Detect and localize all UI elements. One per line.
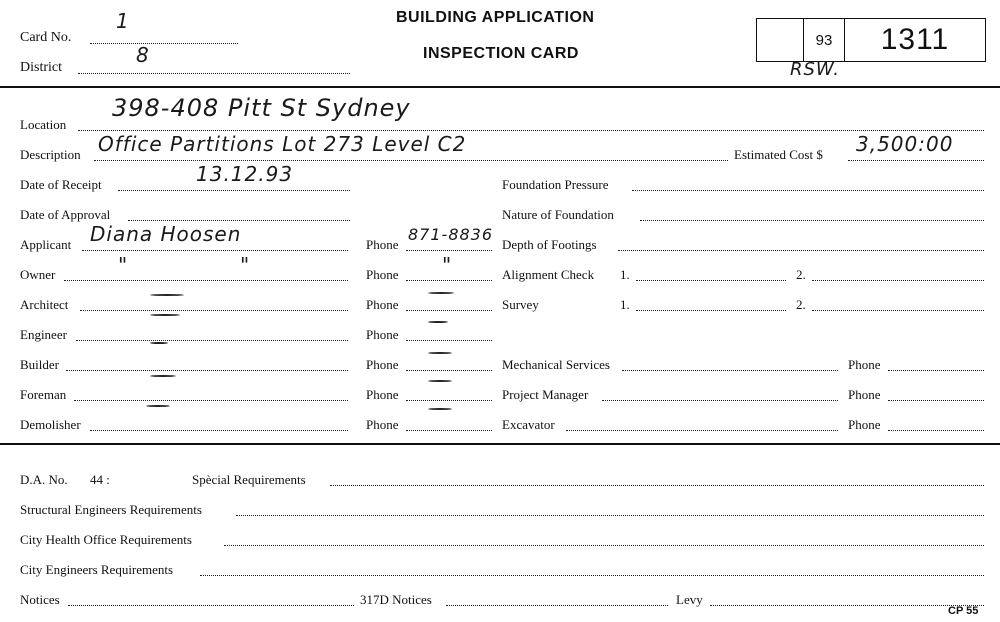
demolisher-phone-label: Phone [366,417,399,432]
survey-item-2-label: 2. [796,297,806,312]
box-year: 93 [815,32,833,49]
owner-ditto-1: " [118,253,129,277]
mechanical-services-line [622,370,838,371]
date-of-receipt-value: 13.12.93 [196,162,294,186]
description-value: Office Partitions Lot 273 Level C2 [98,132,467,156]
notices-317d-label: 317D Notices [360,592,432,607]
date-of-receipt-label: Date of Receipt [20,177,102,192]
special-requirements-label: Spècial Requirements [192,472,306,487]
engineer-phone-label: Phone [366,327,399,342]
structural-engineers-line [236,515,984,516]
notices-line [68,605,354,606]
card-no-label: Card No. [20,30,72,45]
survey-item-1-label: 1. [620,297,630,312]
alignment-check-item-2-label: 2. [796,267,806,282]
excavator-label: Excavator [502,417,555,432]
engineer-line [76,340,348,341]
city-health-line [224,545,984,546]
builder-phone-line [406,370,492,371]
builder-label: Builder [20,357,59,372]
architect-phone-line [406,310,492,311]
location-label: Location [20,117,67,132]
depth-of-footings-line [618,250,984,251]
engineer-dash [150,314,180,316]
alignment-check-item-1-label: 1. [620,267,630,282]
estimated-cost-value: 3,500:00 [856,132,954,156]
architect-phone-dash [428,292,454,294]
estimated-cost-line [848,160,984,161]
survey-label: Survey [502,297,539,312]
owner-ditto-2: " [240,253,251,277]
nature-of-foundation-label: Nature of Foundation [502,207,614,222]
district-label: District [20,60,62,75]
district-line [78,73,350,74]
builder-dash [150,342,168,344]
estimated-cost-label: Estimated Cost $ [734,147,823,162]
foundation-pressure-line [632,190,984,191]
mechanical-services-phone-label: Phone [848,357,881,372]
owner-phone-value: " [442,253,453,277]
date-of-approval-label: Date of Approval [20,207,111,222]
applicant-line [82,250,348,251]
card-title-line1: BUILDING APPLICATION [396,9,595,26]
owner-line [64,280,348,281]
foreman-dash [150,375,176,377]
applicant-phone-line [406,250,492,251]
owner-phone-line [406,280,492,281]
top-rule [0,86,1000,88]
card-title-line2: INSPECTION CARD [423,45,579,62]
form-code: CP 55 [948,605,979,617]
box-blank-cell [757,19,804,61]
nature-of-foundation-line [640,220,984,221]
city-engineers-line [200,575,984,576]
survey-item-1-line [636,310,786,311]
excavator-phone-line [888,430,984,431]
location-value: 398-408 Pitt St Sydney [112,94,411,122]
middle-rule [0,443,1000,445]
foreman-line [74,400,348,401]
levy-line [710,605,984,606]
applicant-label: Applicant [20,237,72,252]
owner-phone-label: Phone [366,267,399,282]
demolisher-line [90,430,348,431]
date-of-approval-line [128,220,350,221]
date-of-receipt-line [118,190,350,191]
project-manager-phone-label: Phone [848,387,881,402]
application-number-box [756,18,986,62]
builder-phone-dash [428,352,452,354]
architect-line [80,310,348,311]
da-no-label: D.A. No. [20,472,68,487]
foreman-phone-label: Phone [366,387,399,402]
foreman-phone-line [406,400,492,401]
engineer-phone-dash [428,321,448,323]
card-no-line [90,43,238,44]
description-line [94,160,728,161]
demolisher-label: Demolisher [20,417,81,432]
architect-phone-label: Phone [366,297,399,312]
project-manager-label: Project Manager [502,387,589,402]
engineer-phone-line [406,340,492,341]
mechanical-services-label: Mechanical Services [502,357,610,372]
district-value: 8 [136,43,150,67]
notices-label: Notices [20,592,60,607]
survey-item-2-line [812,310,984,311]
architect-dash [150,294,184,296]
structural-engineers-label: Structural Engineers Requirements [20,502,202,517]
box-number: 1311 [880,23,950,56]
mechanical-services-phone-line [888,370,984,371]
city-engineers-label: City Engineers Requirements [20,562,174,577]
initials: RSW. [790,59,840,80]
alignment-check-label: Alignment Check [502,267,595,282]
depth-of-footings-label: Depth of Footings [502,237,597,252]
applicant-value: Diana Hoosen [90,222,242,246]
foundation-pressure-label: Foundation Pressure [502,177,609,192]
applicant-phone-label: Phone [366,237,399,252]
location-line [78,130,984,131]
architect-label: Architect [20,297,69,312]
builder-phone-label: Phone [366,357,399,372]
demolisher-dash [146,405,170,407]
applicant-phone-value: 871-8836 [408,225,494,244]
excavator-line [566,430,838,431]
city-health-label: City Health Office Requirements [20,532,192,547]
owner-label: Owner [20,267,56,282]
project-manager-line [602,400,838,401]
excavator-phone-label: Phone [848,417,881,432]
da-no-value: 44 : [90,472,110,487]
special-requirements-line [330,485,984,486]
engineer-label: Engineer [20,327,67,342]
builder-line [66,370,348,371]
alignment-check-item-1-line [636,280,786,281]
alignment-check-item-2-line [812,280,984,281]
demolisher-phone-line [406,430,492,431]
foreman-label: Foreman [20,387,67,402]
description-label: Description [20,147,81,162]
levy-label: Levy [676,592,703,607]
demolisher-phone-dash [428,408,452,410]
notices-317d-line [446,605,668,606]
foreman-phone-dash [428,380,452,382]
project-manager-phone-line [888,400,984,401]
card-no-value: 1 [116,9,130,33]
